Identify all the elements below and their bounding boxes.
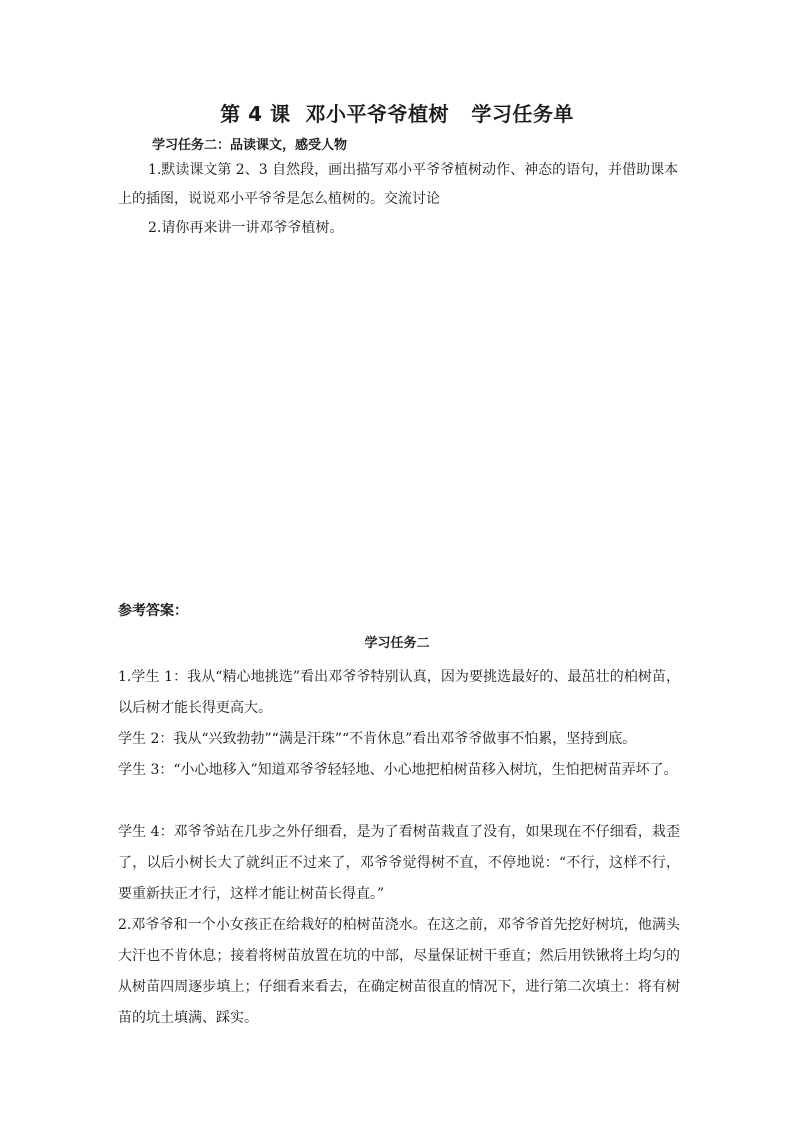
answer-student-2-text: 学生 2：我从“兴致勃勃”“满是汗珠”“不肯休息”看出邓爷爷做事不怕累，坚持到底。: [118, 731, 637, 747]
question-1-text: 1.默读课文第 2、3 自然段，画出描写邓小平爷爷植树动作、神态的语句，并借助课本上的插图，说说邓小平爷爷是怎么植树的。交流讨论: [118, 162, 679, 207]
answer-student-4: [118, 817, 680, 910]
task-heading: 学习任务二：品读课文，感受人物: [152, 138, 348, 153]
answer-student-1: [118, 662, 680, 724]
answers-label: 参考答案：: [118, 603, 188, 619]
answer-2-text: 2.邓爷爷和一个小女孩正在给栽好的柏树苗浇水。在这之前，邓爷爷首先挖好树坑，他满头大汗也不肯休息；接着将树苗放置在坑的中部，尽量保证树干垂直；然后用铁锹将土均匀的从树苗四周逐步填上；仔细看来看去，在确定树苗很直的情况下，进行第二次填土：将有树苗的坑土填满、踩实。: [118, 917, 680, 1026]
question-2-text: 2.请你再来讲一讲邓爷爷植树。: [148, 220, 344, 236]
answer-student-1-text: 1.学生 1：我从“精心地挑选”看出邓爷爷特别认真，因为要挑选最好的、最茁壮的柏树苗，以后树才能长得更高大。: [118, 669, 680, 716]
answer-student-3: [118, 755, 680, 786]
answer-student-2: [118, 724, 680, 755]
answers-subheading: 学习任务二: [364, 636, 430, 651]
question-1: [118, 156, 680, 214]
answer-2: [118, 910, 680, 1034]
answer-student-4-text: 学生 4：邓爷爷站在几步之外仔细看，是为了看树苗栽直了没有，如果现在不仔细看，栽歪了，以后小树长大了就纠正不过来了，邓爷爷觉得树不直，不停地说：“不行，这样不行，要重新扶正才行，这样才能让树苗长得直。”: [118, 824, 680, 902]
page-title: 第 4 课 邓小平爷爷植树 学习任务单: [220, 102, 574, 126]
answer-student-3-text: 学生 3：“小心地移入”知道邓爷爷轻轻地、小心地把柏树苗移入树坑，生怕把树苗弄坏了。: [118, 762, 678, 778]
question-2: [118, 214, 680, 243]
